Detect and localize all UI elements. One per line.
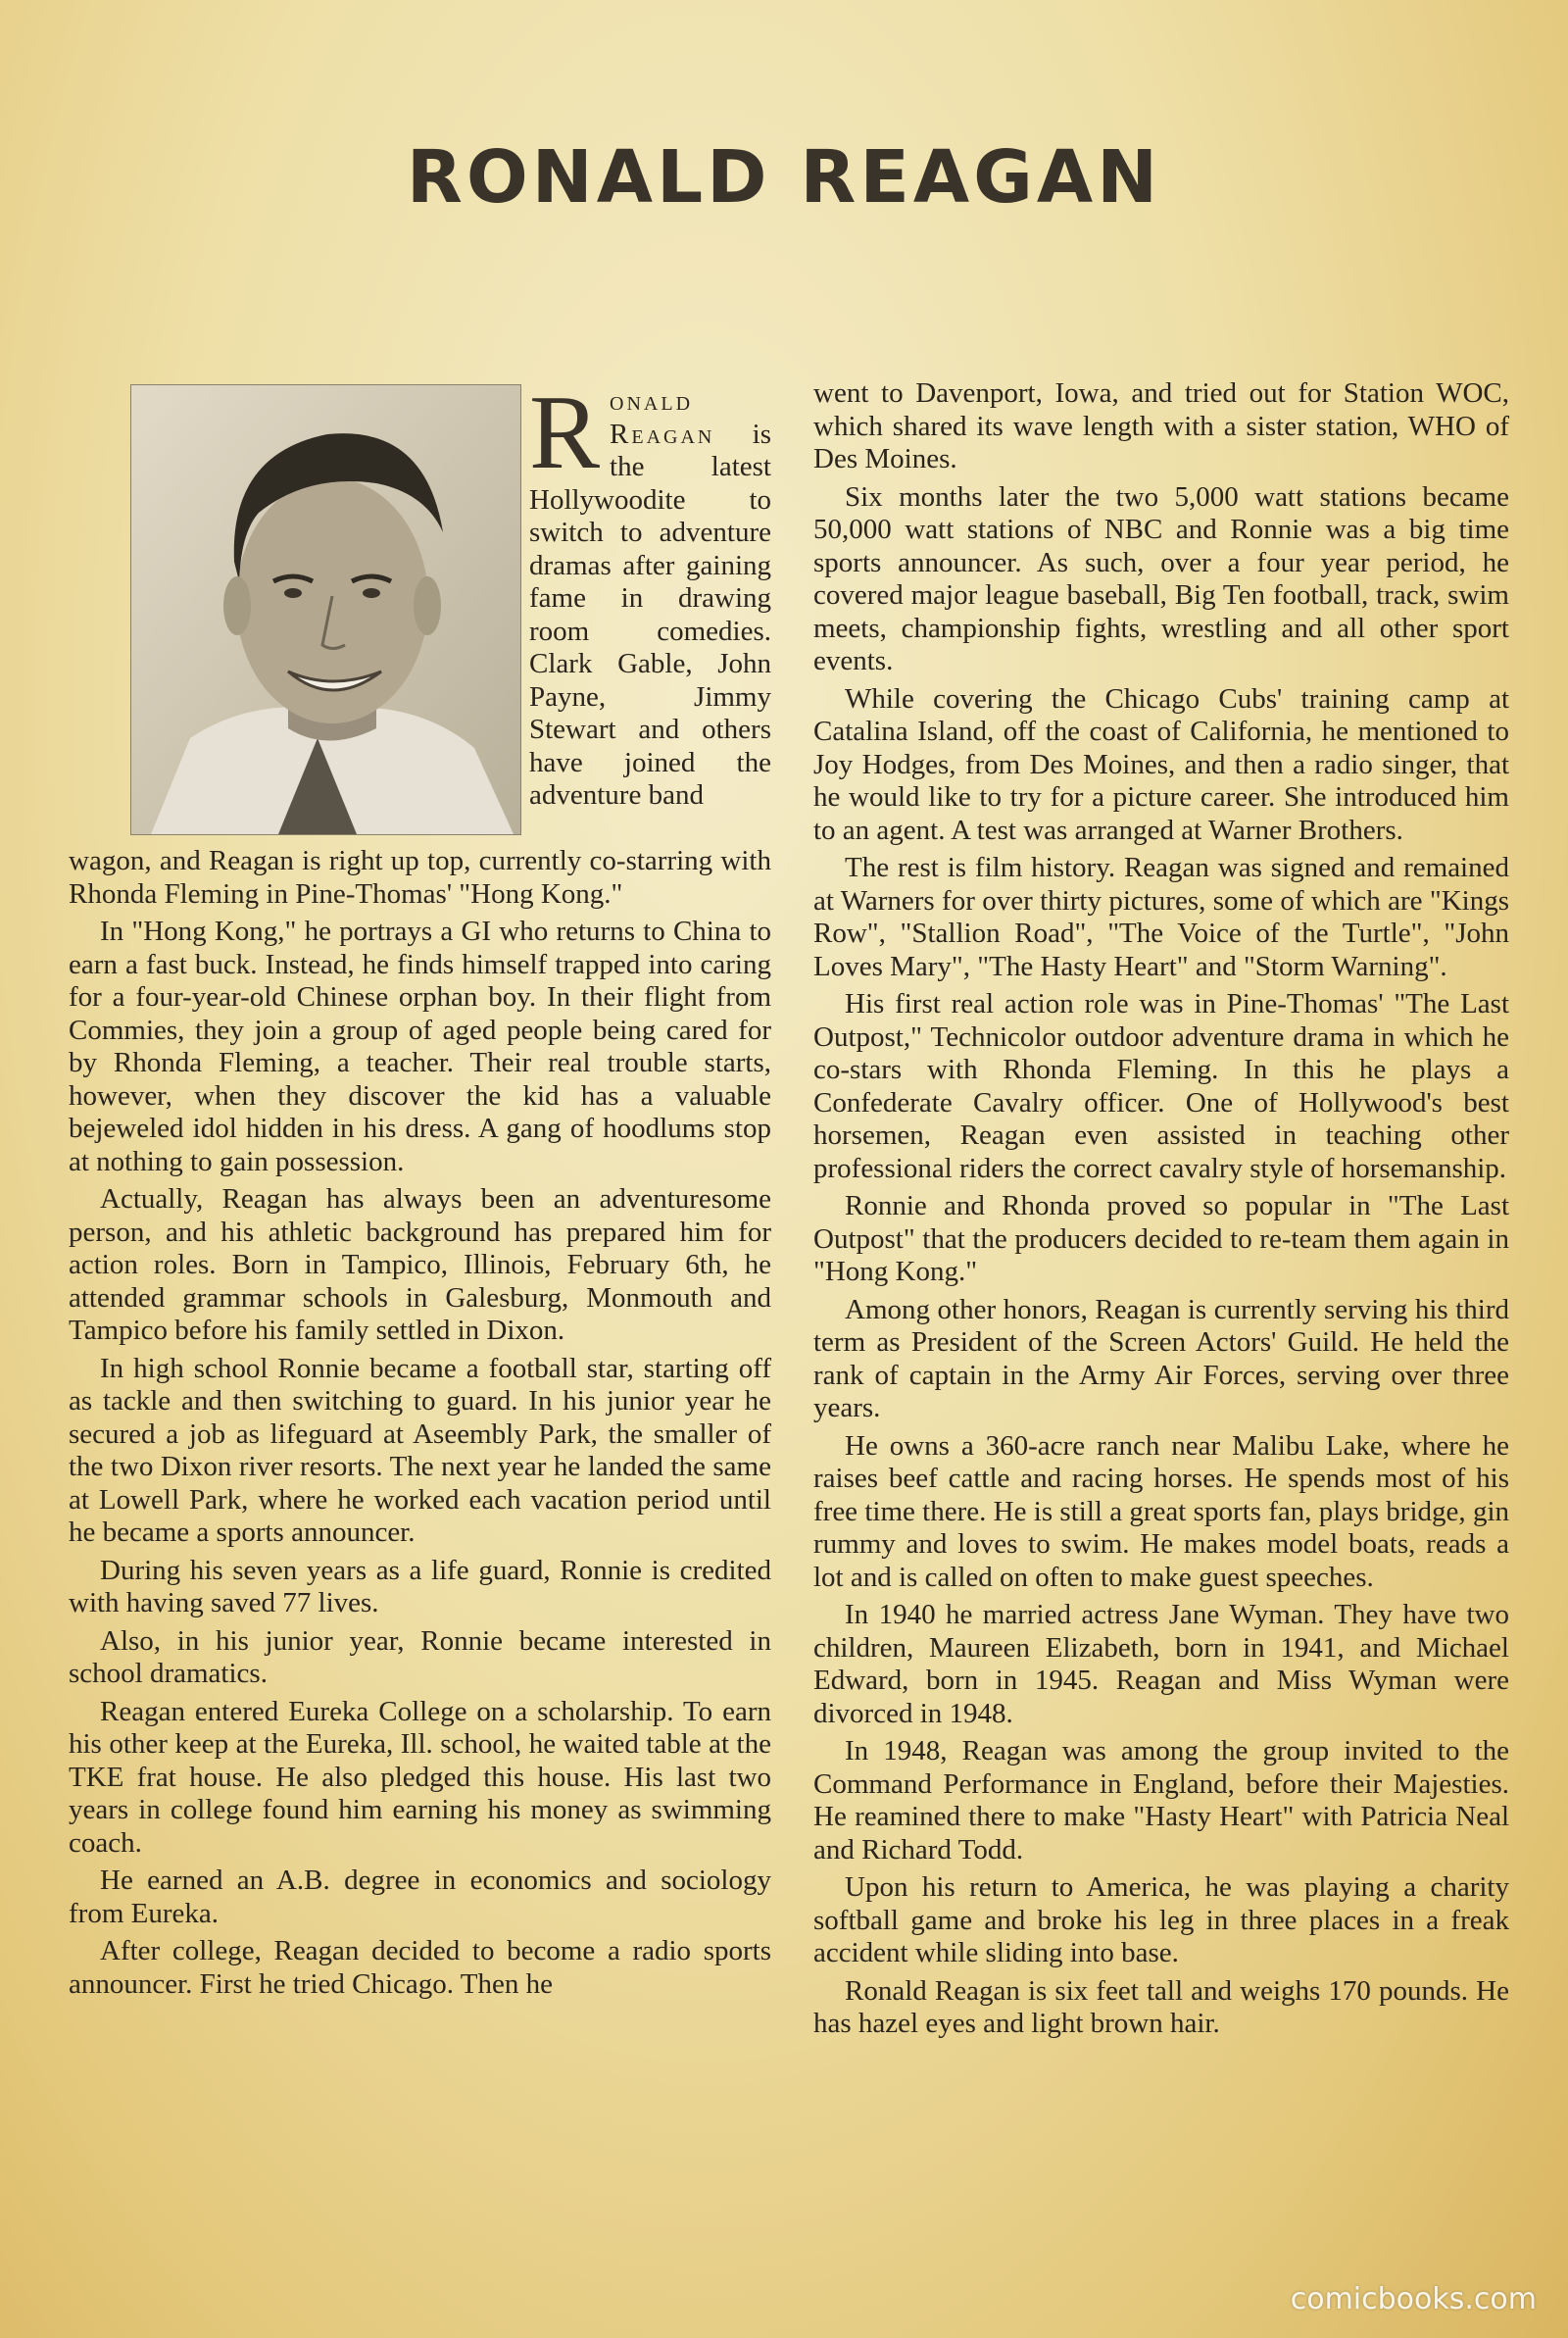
paragraph: Ronald Reagan is six feet tall and weighs 170 pounds. He has hazel eyes and light brown hair. xyxy=(813,1974,1509,2039)
paragraph: In 1948, Reagan was among the group invited to the Command Performance in England, before their Majesties. He reamined there to make "Hasty Heart" with Patricia Neal and Richard Todd. xyxy=(813,1735,1509,1865)
right-column xyxy=(813,377,1509,2046)
paragraph: He owns a 360-acre ranch near Malibu Lake, where he raises beef cattle and racing horses. He spends most of his free time there. He is still a great sports fan, plays bridge, gin rummy and loves to swim. He makes model boats, reads a lot and is called on often to make guest speeches. xyxy=(813,1429,1509,1593)
intro-wrap-text: is the latest Hollywoodite to switch to adventure dramas after gaining fame in drawing room comedies. Clark Gable, John Payne, Jimmy Stewart and others have joined the adventure band xyxy=(529,418,771,811)
intro-smallcaps: onald Reagan xyxy=(610,385,715,450)
paragraph: In "Hong Kong," he portrays a GI who returns to China to earn a fast buck. Instead, he finds himself trapped into caring for a four-year-old Chinese orphan boy. In their flight from Commies, they join a group of aged people being cared for by Rhonda Fleming, a teacher. Their real trouble starts, however, when they discover the kid has a valuable bejeweled idol hidden in his dress. A gang of hoodlums stop at nothing to gain possession. xyxy=(69,916,771,1177)
paragraph: Actually, Reagan has always been an adventuresome person, and his athletic background has prepared him for action roles. Born in Tampico, Illinois, February 6th, he attended grammar schools in Galesburg, Monmouth and Tampico before his family settled in Dixon. xyxy=(69,1183,771,1346)
watermark: comicbooks.com xyxy=(1290,2282,1537,2316)
paragraph: Also, in his junior year, Ronnie became interested in school dramatics. xyxy=(69,1624,771,1689)
drop-cap: R xyxy=(529,374,601,491)
paragraph: He earned an A.B. degree in economics and sociology from Eureka. xyxy=(69,1865,771,1929)
intro-wrap-column xyxy=(529,374,771,813)
left-column xyxy=(69,845,771,2006)
paragraph: While covering the Chicago Cubs' training camp at Catalina Island, off the coast of California, he mentioned to Joy Hodges, from Des Moines, and then a radio singer, that he would like to try for a picture career. She introduced him to an agent. A test was arranged at Warner Brothers. xyxy=(813,682,1509,846)
paragraph: In high school Ronnie became a football star, starting off as tackle and then switching to guard. In his junior year he secured a job as lifeguard at Aseembly Park, the smaller of the two Dixon river resorts. The next year he landed the same at Lowell Park, where he worked each vacation period until he became a sports announcer. xyxy=(69,1352,771,1548)
paragraph: His first real action role was in Pine-Thomas' "The Last Outpost," Technicolor outdoor adventure drama in which he co-stars with Rhonda Fleming. In this he plays a Confederate Cavalry officer. One of Hollywood's best horsemen, Reagan even assisted in teaching other professional riders the correct cavalry style of horsemanship. xyxy=(813,988,1509,1184)
paragraph: After college, Reagan decided to become a radio sports announcer. First he tried Chicago. Then he xyxy=(69,1935,771,2000)
paragraph: Among other honors, Reagan is currently serving his third term as President of the Screen Actors' Guild. He held the rank of captain in the Army Air Forces, serving over three years. xyxy=(813,1293,1509,1423)
paragraph: Ronnie and Rhonda proved so popular in "The Last Outpost" that the producers decided to re-team them again in "Hong Kong." xyxy=(813,1190,1509,1287)
paragraph: During his seven years as a life guard, Ronnie is credited with having saved 77 lives. xyxy=(69,1554,771,1618)
paragraph: The rest is film history. Reagan was signed and remained at Warners for over thirty pictures, some of which are "Kings Row", "Stallion Road", "The Voice of the Turtle", "John Loves Mary", "The Hasty Heart" and "Storm Warning". xyxy=(813,852,1509,982)
page-title: RONALD REAGAN xyxy=(406,135,1162,220)
paragraph: In 1940 he married actress Jane Wyman. They have two children, Maureen Elizabeth, born in 1941, and Michael Edward, born in 1945. Reagan and Miss Wyman were divorced in 1948. xyxy=(813,1599,1509,1729)
intro-continued: wagon, and Reagan is right up top, currently co-starring with Rhonda Fleming in Pine-Thomas' "Hong Kong." xyxy=(69,845,771,910)
portrait-photo xyxy=(130,384,521,835)
paragraph: Reagan entered Eureka College on a scholarship. To earn his other keep at the Eureka, Ill. school, he waited table at the TKE frat house. He also pledged this house. His last two years in college found him earning his money as swimming coach. xyxy=(69,1695,771,1859)
paragraph: Upon his return to America, he was playing a charity softball game and broke his leg in three places in a freak accident while sliding into base. xyxy=(813,1871,1509,1968)
paragraph: Six months later the two 5,000 watt stations became 50,000 watt stations of NBC and Ronnie was a big time sports announcer. As such, over a four year period, he covered major league baseball, Big Ten football, track, swim meets, championship fights, wrestling and all other sport events. xyxy=(813,480,1509,676)
portrait-photo-icon xyxy=(131,385,520,834)
paragraph-continued: went to Davenport, Iowa, and tried out for Station WOC, which shared its wave length with a sister station, WHO of Des Moines. xyxy=(813,377,1509,474)
